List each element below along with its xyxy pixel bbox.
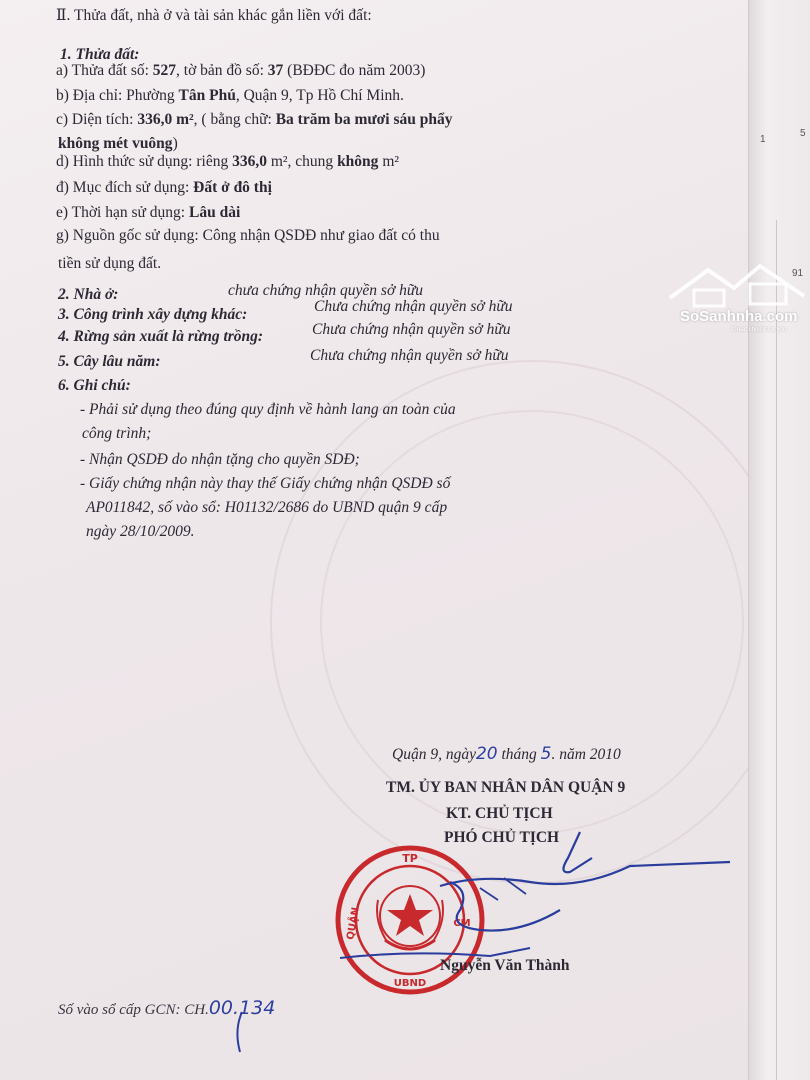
seal-text-top: TP [402, 852, 418, 865]
signer-name: Nguyễn Văn Thành [440, 957, 570, 974]
margin-mark: 5 [800, 128, 806, 139]
note-line: - Giấy chứng nhận này thay thế Giấy chứng nhận QSDĐ số [80, 475, 451, 492]
margin-mark: 91 [792, 268, 804, 279]
forest-label: 4. Rừng sản xuất là rừng trồng: [58, 328, 264, 345]
area-value: 336,0 m² [137, 111, 194, 128]
area-words-open: , ( bằng chữ: [193, 111, 272, 128]
perennial-value: Chưa chứng nhận quyền sở hữu [310, 347, 509, 364]
construction-label: 3. Công trình xây dựng khác: [58, 306, 248, 323]
address-line [56, 86, 404, 106]
note-line: ngày 28/10/2009. [86, 523, 195, 540]
area-words-2: không mét vuông [58, 135, 173, 152]
house-value: chưa chứng nhận quyền sở hữu [228, 282, 424, 299]
construction-value: Chưa chứng nhận quyền sở hữu [314, 298, 513, 315]
place-date-line [392, 744, 621, 765]
register-number: 00.134 [208, 997, 276, 1019]
shared-area: không [337, 153, 379, 170]
usage-form-line [56, 152, 399, 172]
land-heading: 1. Thửa đất: [60, 46, 140, 63]
section-header: Ⅱ. Thửa đất, nhà ở và tài sản khác gắn liền với đất: [56, 7, 372, 24]
map-survey: (BĐĐC đo năm 2003) [287, 62, 426, 79]
watermark-tagline: Great choice for you [732, 327, 787, 333]
house-label: 2. Nhà ở: [58, 286, 119, 303]
area-line-2 [58, 134, 178, 154]
register-label: Số vào sổ cấp GCN: CH. [58, 1002, 209, 1018]
term-prefix: e) Thời hạn sử dụng: [56, 204, 186, 221]
address-suffix: , Quận 9, Tp Hồ Chí Minh. [235, 87, 404, 104]
area-words-1: Ba trăm ba mươi sáu phẩy [275, 111, 453, 128]
note-line: - Phải sử dụng theo đúng quy định về hành lang an toàn của [80, 401, 456, 418]
seal-text-right: CM [453, 918, 471, 929]
address-prefix: b) Địa chỉ: Phường [56, 87, 175, 104]
term-line [56, 203, 240, 223]
authority-title: TM. ỦY BAN NHÂN DÂN QUẬN 9 [386, 779, 626, 796]
role-line-2: PHÓ CHỦ TỊCH [444, 829, 560, 846]
term-value: Lâu dài [188, 204, 241, 221]
sign-month: 5 [540, 744, 552, 764]
role-line-1 [446, 804, 553, 824]
map-number: 37 [267, 62, 284, 79]
year-label: . năm 2010 [551, 746, 621, 763]
watermark-brand: SoSanhnha.com [680, 308, 798, 325]
note-line: AP011842, số vào sổ: H01132/2686 do UBND quận 9 cấp [86, 499, 448, 516]
parcel-sep: , tờ bản đồ số: [176, 62, 264, 79]
page-fold [748, 0, 810, 1080]
notes-heading: 6. Ghi chú: [58, 377, 131, 394]
role-1: KT. CHỦ TỊCH [446, 805, 553, 822]
ward-name: Tân Phú [178, 87, 236, 104]
bracket-mark [60, 990, 360, 1070]
sign-day: 20 [475, 744, 498, 764]
usage-form-prefix: d) Hình thức sử dụng: riêng [56, 153, 229, 170]
perennial-label: 5. Cây lâu năm: [58, 353, 161, 370]
margin-mark: 1 [760, 134, 766, 145]
forest-value: Chưa chứng nhận quyền sở hữu [312, 321, 511, 338]
parcel-prefix: a) Thửa đất số: [56, 62, 149, 79]
note-line: công trình; [82, 425, 152, 442]
shared-unit: m² [382, 153, 400, 170]
seal-text-bottom: UBND [393, 978, 427, 989]
purpose-value: Đất ở đô thị [193, 179, 272, 196]
private-area: 336,0 [232, 153, 267, 170]
area-words-close: ) [172, 135, 178, 152]
purpose-line [56, 178, 272, 198]
parcel-number: 527 [152, 62, 177, 79]
place-date-prefix: Quận 9, ngày [392, 746, 476, 763]
seal-text-left: QUẬN [345, 906, 362, 941]
parcel-line [56, 61, 425, 81]
purpose-prefix: đ) Mục đích sử dụng: [56, 179, 190, 196]
usage-form-mid: m², chung [270, 153, 334, 170]
area-line [56, 110, 452, 130]
origin-line-1: g) Nguồn gốc sử dụng: Công nhận QSDĐ như giao đất có thu [56, 227, 440, 244]
month-label: tháng [501, 746, 537, 763]
note-line: - Nhận QSDĐ do nhận tặng cho quyền SDĐ; [80, 451, 360, 468]
fold-line [776, 220, 777, 1080]
origin-line-2: tiền sử dụng đất. [58, 255, 162, 272]
area-prefix: c) Diện tích: [56, 111, 134, 128]
